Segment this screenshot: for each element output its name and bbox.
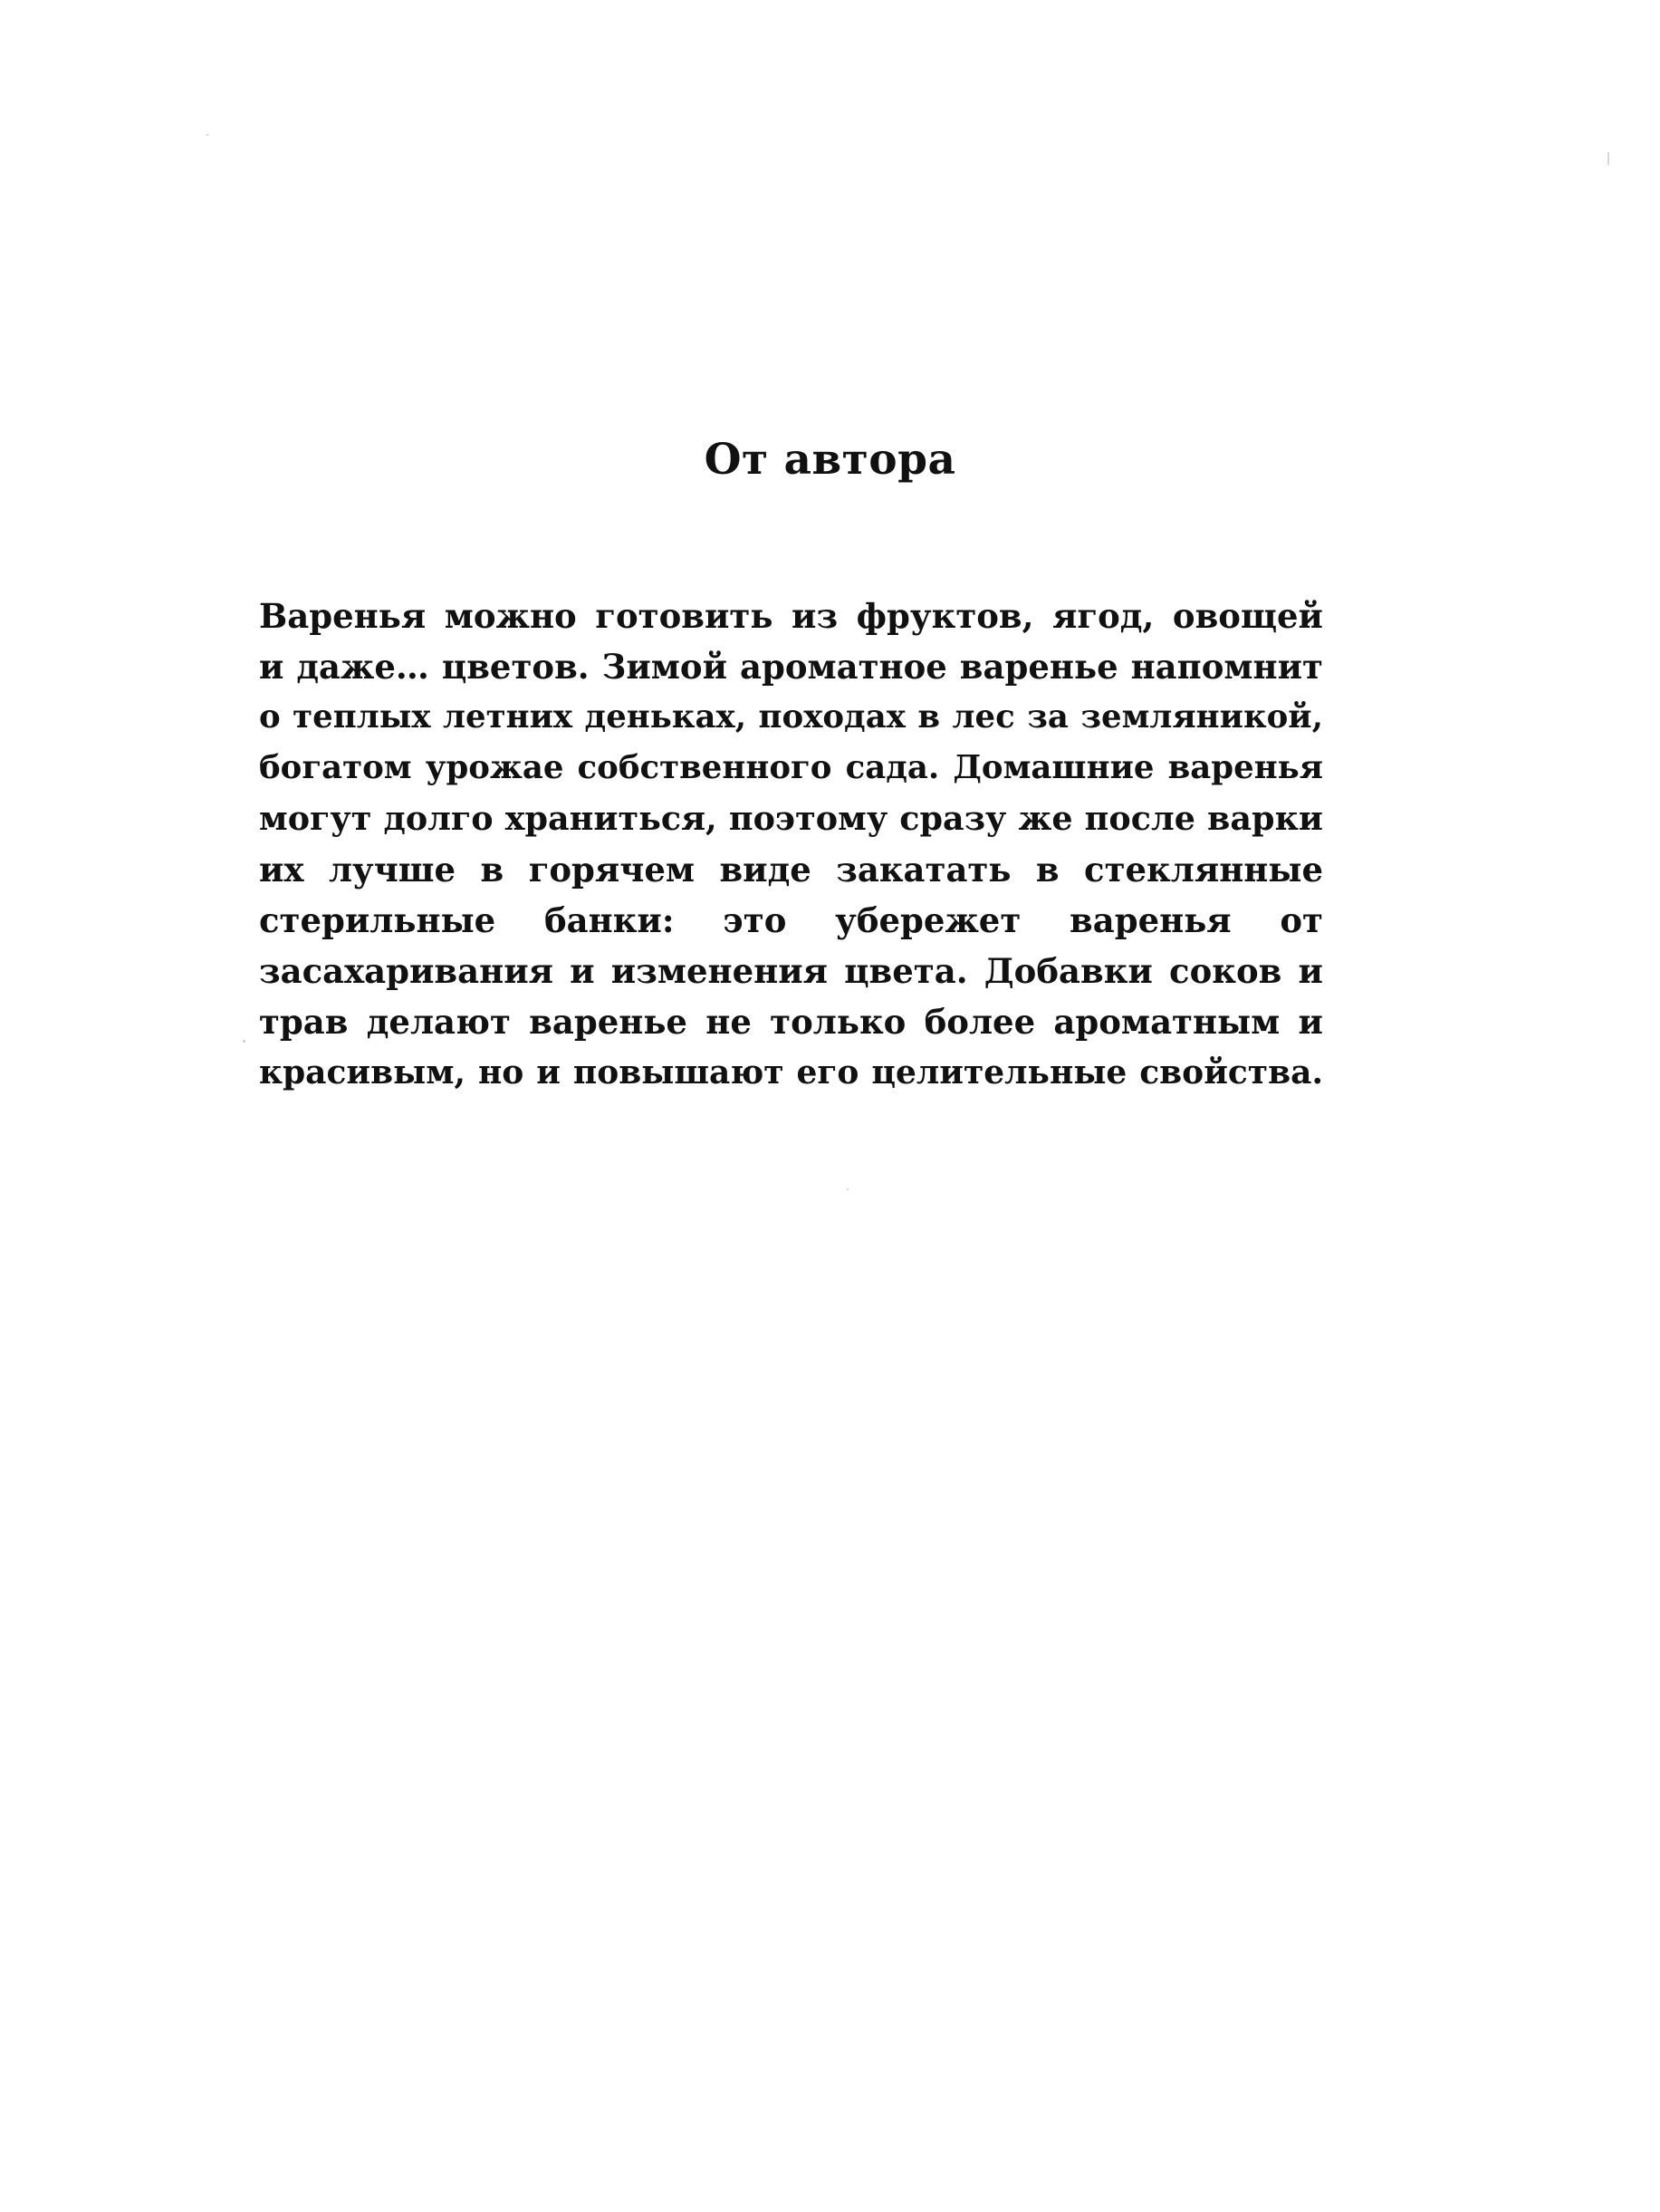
scan-speck bbox=[847, 1188, 849, 1190]
scan-speck bbox=[206, 134, 208, 136]
paragraph-line: стерильные банки: это убережет варенья от bbox=[259, 900, 1323, 940]
paragraph-line: Варенья можно готовить из фруктов, ягод, овощей bbox=[259, 596, 1323, 636]
paragraph-line: трав делают варенье не только более ароматным и bbox=[259, 1002, 1323, 1042]
author-foreword-paragraph bbox=[259, 591, 1323, 1098]
paragraph-line: засахаривания и изменения цвета. Добавки соков и bbox=[259, 951, 1323, 991]
paragraph-line: могут долго храниться, поэтому сразу же после варки bbox=[259, 799, 1323, 838]
scan-speck bbox=[243, 1040, 245, 1043]
paragraph-line: о теплых летних деньках, походах в лес за земляникой, bbox=[259, 698, 1323, 736]
scan-artifact bbox=[1607, 152, 1609, 165]
paragraph-line: красивым, но и повышают его целительные свойства. bbox=[259, 1053, 1323, 1092]
page-title: От автора bbox=[704, 435, 956, 485]
paragraph-line: их лучше в горячем виде закатать в стеклянные bbox=[259, 850, 1323, 890]
paragraph-line: и даже… цветов. Зимой ароматное варенье напомнит bbox=[259, 647, 1323, 687]
paragraph-line: богатом урожае собственного сада. Домашние варенья bbox=[259, 749, 1323, 786]
